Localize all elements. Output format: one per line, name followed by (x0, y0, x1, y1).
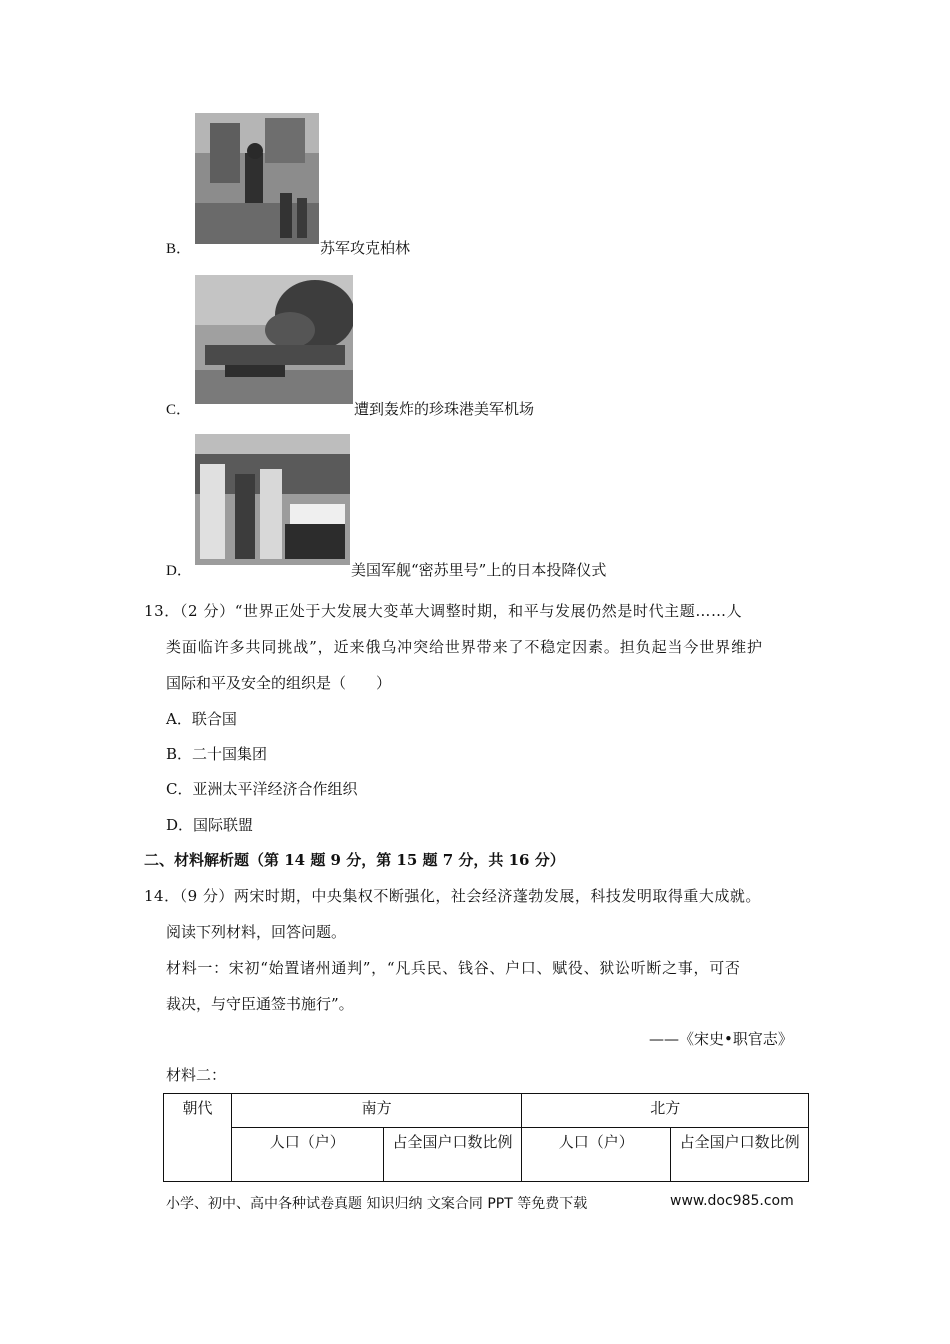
table-sub-south-ratio: 占全国户口数比例 (383, 1128, 522, 1182)
option-c-caption: 遭到轰炸的珍珠港美军机场 (354, 400, 535, 418)
q14-line2: 阅读下列材料，回答问题。 (166, 923, 347, 941)
footer-text: 小学、初中、高中各种试卷真题 知识归纳 文案合同 PPT 等免费下载 (166, 1196, 588, 1212)
q13-option-c: C．亚洲太平洋经济合作组织 (166, 780, 358, 798)
q14-material1-line1: 材料一：宋初“始置诸州通判”，“凡兵民、钱谷、户口、赋役、狱讼听断之事，可否 (166, 959, 741, 977)
q13-line1: 13．（2 分）“世界正处于大发展大变革大调整时期，和平与发展仍然是时代主题……人 (144, 602, 743, 620)
q13-option-b: B．二十国集团 (166, 745, 268, 763)
q14-material1-line2: 裁决，与守臣通签书施行”。 (166, 995, 354, 1013)
section2-title: 二、材料解析题（第 14 题 9 分，第 15 题 7 分，共 16 分） (144, 851, 565, 869)
photo-missouri-surrender (195, 434, 350, 565)
q13-option-a: A．联合国 (166, 710, 237, 728)
table-header-north: 北方 (522, 1094, 809, 1128)
option-b-letter: B． (166, 241, 192, 257)
table-sub-north-population: 人口（户） (522, 1128, 671, 1182)
option-d-caption: 美国军舰“密苏里号”上的日本投降仪式 (351, 561, 607, 579)
option-b-caption: 苏军攻克柏林 (320, 239, 411, 257)
table-header-dynasty: 朝代 (164, 1094, 232, 1182)
q14-source: ——《宋史•职官志》 (649, 1030, 793, 1048)
population-table (163, 1093, 809, 1182)
q14-material2-label: 材料二： (166, 1066, 227, 1084)
table-sub-north-ratio: 占全国户口数比例 (671, 1128, 809, 1182)
photo-soviet-berlin (195, 113, 319, 244)
option-c-letter: C． (166, 402, 192, 418)
footer-site-link[interactable]: www.doc985.com (670, 1193, 794, 1209)
q13-line2: 类面临许多共同挑战”，近来俄乌冲突给世界带来了不稳定因素。担负起当今世界维护 (166, 638, 763, 656)
table-sub-south-population: 人口（户） (231, 1128, 383, 1182)
q13-line3: 国际和平及安全的组织是（ ） (166, 674, 392, 692)
photo-pearl-harbor (195, 275, 353, 404)
table-header-south: 南方 (231, 1094, 522, 1128)
q13-option-d: D．国际联盟 (166, 816, 254, 834)
option-d-letter: D． (166, 563, 192, 579)
q14-line1: 14．（9 分）两宋时期，中央集权不断强化，社会经济蓬勃发展，科技发明取得重大成就。 (144, 887, 761, 905)
